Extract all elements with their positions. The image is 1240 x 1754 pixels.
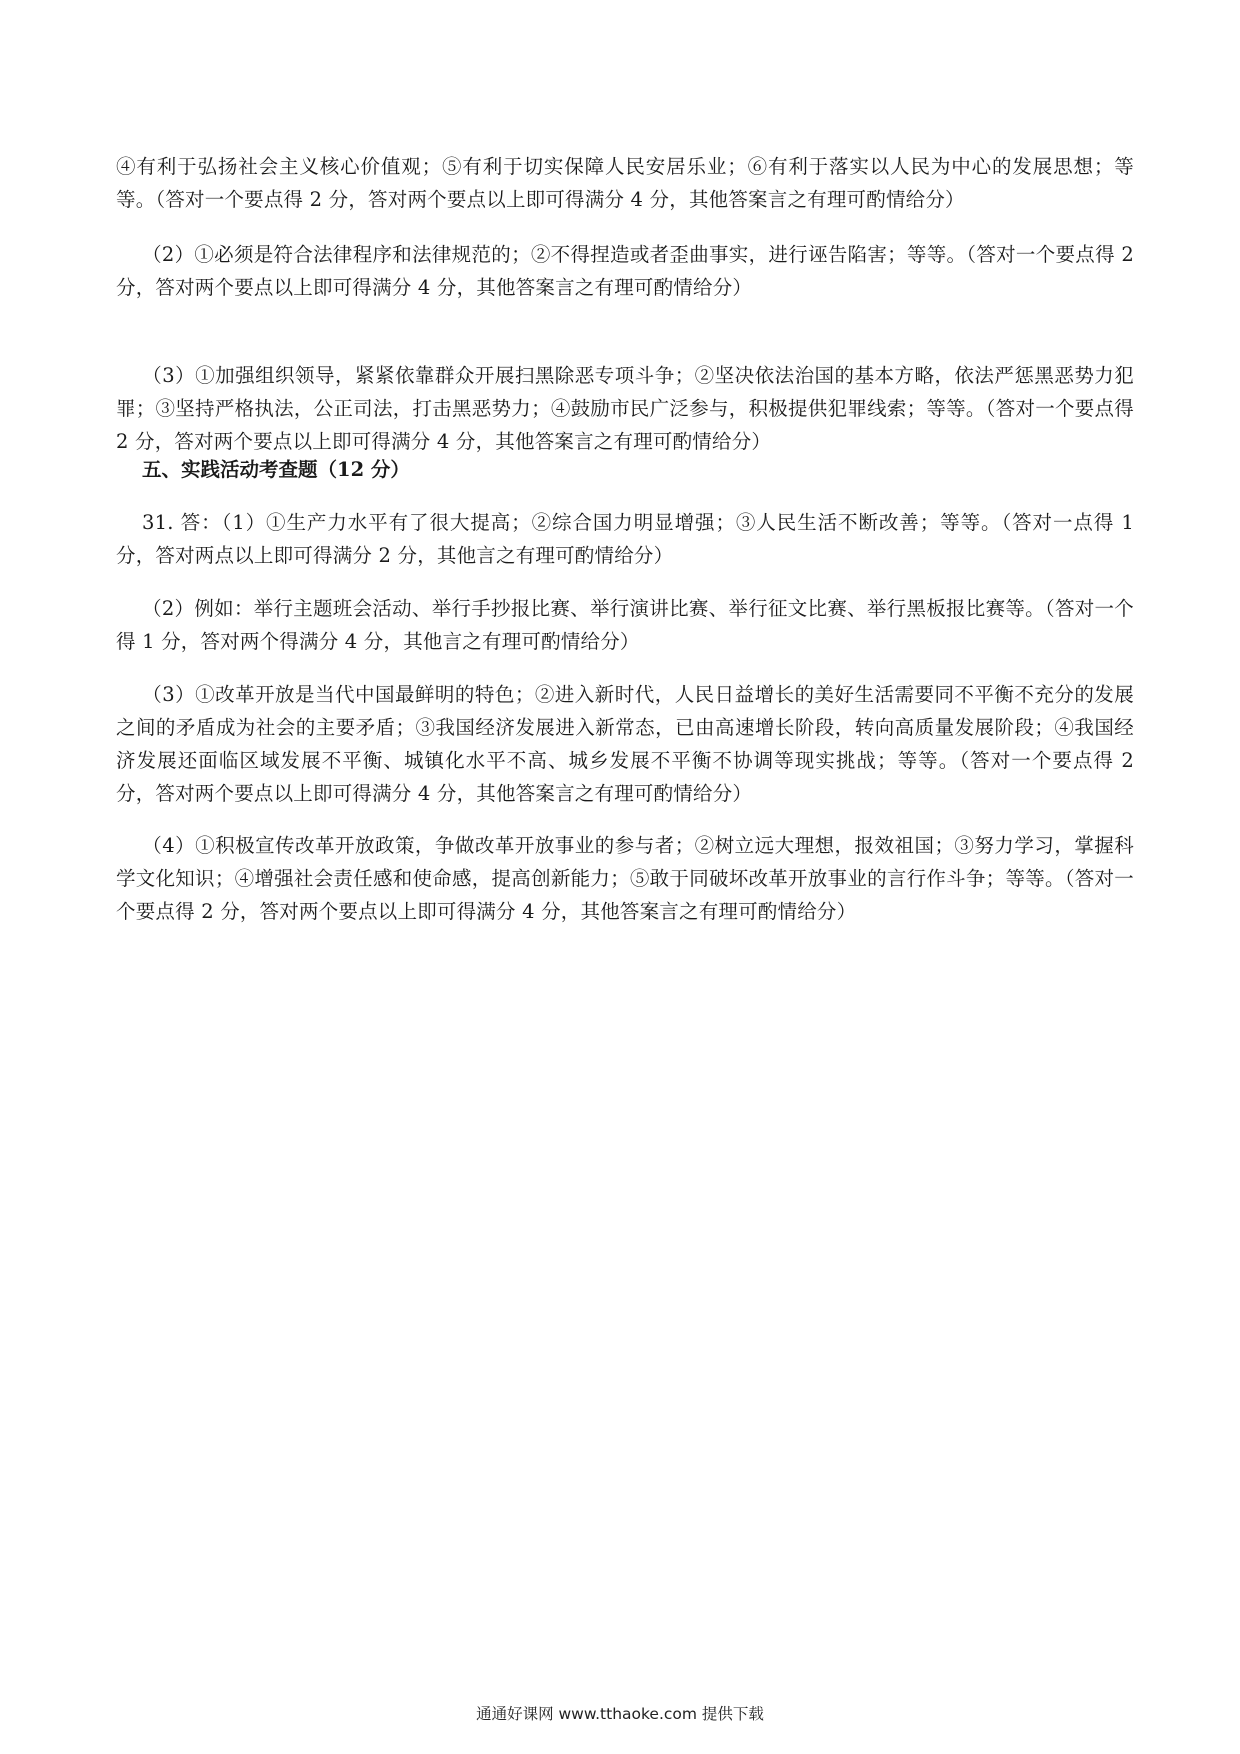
answer-paragraph-30-1-continued	[116, 150, 1134, 216]
answer-paragraph-31-2	[116, 592, 1134, 658]
answer-paragraph-30-3	[116, 359, 1134, 458]
paragraph-text: （3）①改革开放是当代中国最鲜明的特色；②进入新时代，人民日益增长的美好生活需要同不平衡不充分的发展之间的矛盾成为社会的主要矛盾；③我国经济发展进入新常态，已由高速增长阶段，转向高质量发展阶段；④我国经济发展还面临区域发展不平衡、城镇化水平不高、城乡发展不平衡不协调等现实挑战；等等。（答对一个要点得 2 分，答对两个要点以上即可得满分 4 分，其他答案言之有理可酌情给分）	[116, 683, 1134, 805]
section-heading: 五、实践活动考查题（12 分）	[142, 458, 410, 481]
paragraph-text: （2）①必须是符合法律程序和法律规范的；②不得捏造或者歪曲事实，进行诬告陷害；等等。（答对一个要点得 2 分，答对两个要点以上即可得满分 4 分，其他答案言之有理可酌情给分）	[116, 243, 1134, 299]
paragraph-text: （4）①积极宣传改革开放政策，争做改革开放事业的参与者；②树立远大理想，报效祖国；③努力学习，掌握科学文化知识；④增强社会责任感和使命感，提高创新能力；⑤敢于同破坏改革开放事业的言行作斗争；等等。（答对一个要点得 2 分，答对两个要点以上即可得满分 4 分，其他答案言之有理可酌情给分）	[116, 834, 1134, 923]
answer-paragraph-31-3	[116, 678, 1134, 810]
answer-paragraph-31-1	[116, 506, 1134, 572]
answer-paragraph-31-4	[116, 829, 1134, 928]
page-footer: 通通好课网 www.tthaoke.com 提供下载	[476, 1705, 764, 1723]
paragraph-text: ④有利于弘扬社会主义核心价值观；⑤有利于切实保障人民安居乐业；⑥有利于落实以人民为中心的发展思想；等等。（答对一个要点得 2 分，答对两个要点以上即可得满分 4 分，其他答案言之有理可酌情给分）	[116, 155, 1134, 211]
answer-paragraph-30-2	[116, 238, 1134, 304]
paragraph-text: （2）例如：举行主题班会活动、举行手抄报比赛、举行演讲比赛、举行征文比赛、举行黑板报比赛等。（答对一个得 1 分，答对两个得满分 4 分，其他言之有理可酌情给分）	[116, 597, 1134, 653]
paragraph-text: （3）①加强组织领导，紧紧依靠群众开展扫黑除恶专项斗争；②坚决依法治国的基本方略，依法严惩黑恶势力犯罪；③坚持严格执法，公正司法，打击黑恶势力；④鼓励市民广泛参与，积极提供犯罪线索；等等。（答对一个要点得 2 分，答对两个要点以上即可得满分 4 分，其他答案言之有理可酌情给分）	[116, 364, 1134, 453]
paragraph-text: 31. 答：（1）①生产力水平有了很大提高；②综合国力明显增强；③人民生活不断改善；等等。（答对一点得 1 分，答对两点以上即可得满分 2 分，其他言之有理可酌情给分）	[116, 511, 1134, 567]
